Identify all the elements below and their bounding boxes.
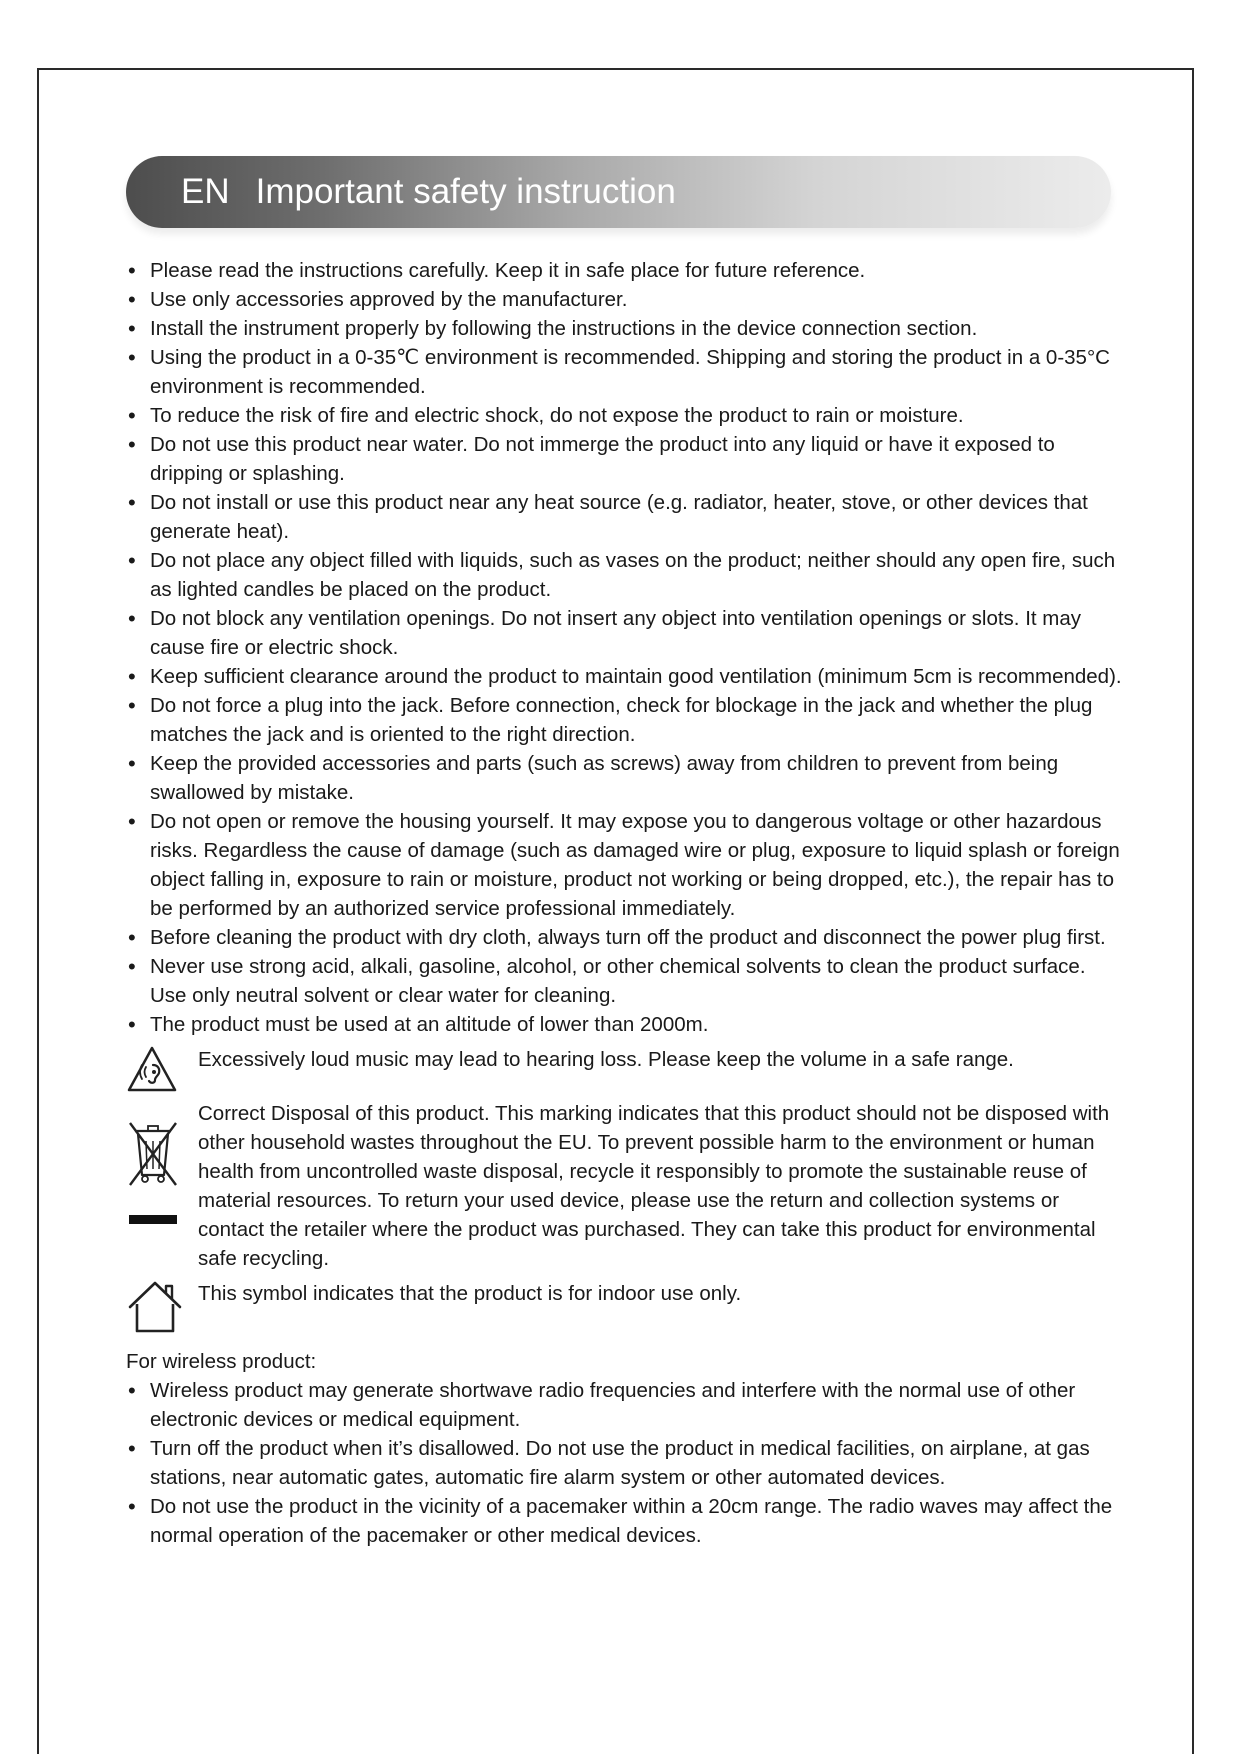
wireless-section-label: For wireless product: xyxy=(126,1350,317,1373)
house-icon xyxy=(126,1279,184,1335)
title-text: Important safety instruction xyxy=(255,172,676,211)
list-item: • Do not install or use this product near any heat source (e.g. radiator, heater, stove, or other devices that generate heat). xyxy=(126,488,1126,546)
hearing-warning-text: Excessively loud music may lead to hearing loss. Please keep the volume in a safe range. xyxy=(198,1048,1014,1071)
safety-list xyxy=(126,256,1126,1039)
list-item: • Do not block any ventilation openings. Do not insert any object into ventilation openings or slots. It may cause fire or electric shock. xyxy=(126,604,1126,662)
list-item: • Never use strong acid, alkali, gasoline, alcohol, or other chemical solvents to clean the product surface. Use only neutral solvent or clear water for cleaning. xyxy=(126,952,1126,1010)
list-item: • Do not open or remove the housing yourself. It may expose you to dangerous voltage or other hazardous risks. Regardless the cause of damage (such as damaged wire or plug, exposure to liquid splash or foreign object falling in, exposure to rain or moisture, product not working or being dropped, etc.), the repair has to be performed by an authorized service professional immediately. xyxy=(126,807,1126,923)
page-title xyxy=(181,156,676,228)
title-banner xyxy=(126,156,1111,228)
language-code: EN xyxy=(181,172,230,211)
list-item: • To reduce the risk of fire and electric shock, do not expose the product to rain or moisture. xyxy=(126,401,1126,430)
list-item: • The product must be used at an altitude of lower than 2000m. xyxy=(126,1010,1126,1039)
indoor-use-text: This symbol indicates that the product is for indoor use only. xyxy=(198,1282,742,1305)
list-item: • Before cleaning the product with dry cloth, always turn off the product and disconnect the power plug first. xyxy=(126,923,1126,952)
crossed-bin-icon xyxy=(126,1121,180,1233)
hearing-warning-icon xyxy=(126,1045,178,1093)
disposal-row xyxy=(126,1099,1126,1273)
list-item: • Do not use this product near water. Do not immerge the product into any liquid or have it exposed to dripping or splashing. xyxy=(126,430,1126,488)
indoor-use-row xyxy=(126,1279,1126,1335)
list-item: • Turn off the product when it’s disallowed. Do not use the product in medical facilities, on airplane, at gas stations, near automatic gates, automatic fire alarm system or other automated devices. xyxy=(126,1434,1126,1492)
wireless-list xyxy=(126,1376,1126,1550)
list-item: • Do not force a plug into the jack. Before connection, check for blockage in the jack and whether the plug matches the jack and is oriented to the right direction. xyxy=(126,691,1126,749)
disposal-text: Correct Disposal of this product. This marking indicates that this product should not be disposed with other household wastes throughout the EU. To prevent possible harm to the environment or human health from uncontrolled waste disposal, recycle it responsibly to promote the sustainable reuse of material resources. To return your used device, please use the return and collection systems or contact the retailer where the product was purchased. They can take this product for environmental safe recycling. xyxy=(198,1102,1110,1270)
list-item: • Please read the instructions carefully. Keep it in safe place for future reference. xyxy=(126,256,1126,285)
list-item: • Keep sufficient clearance around the product to maintain good ventilation (minimum 5cm is recommended). xyxy=(126,662,1126,691)
list-item: • Use only accessories approved by the manufacturer. xyxy=(126,285,1126,314)
list-item: • Wireless product may generate shortwave radio frequencies and interfere with the normal use of other electronic devices or medical equipment. xyxy=(126,1376,1126,1434)
hearing-warning-row xyxy=(126,1045,1126,1093)
list-item: • Install the instrument properly by following the instructions in the device connection section. xyxy=(126,314,1126,343)
list-item: • Do not place any object filled with liquids, such as vases on the product; neither should any open fire, such as lighted candles be placed on the product. xyxy=(126,546,1126,604)
list-item: • Do not use the product in the vicinity of a pacemaker within a 20cm range. The radio waves may affect the normal operation of the pacemaker or other medical devices. xyxy=(126,1492,1126,1550)
instructions-content xyxy=(126,256,1126,1550)
list-item: • Using the product in a 0-35℃ environment is recommended. Shipping and storing the product in a 0-35°C environment is recommended. xyxy=(126,343,1126,401)
list-item: • Keep the provided accessories and parts (such as screws) away from children to prevent from being swallowed by mistake. xyxy=(126,749,1126,807)
